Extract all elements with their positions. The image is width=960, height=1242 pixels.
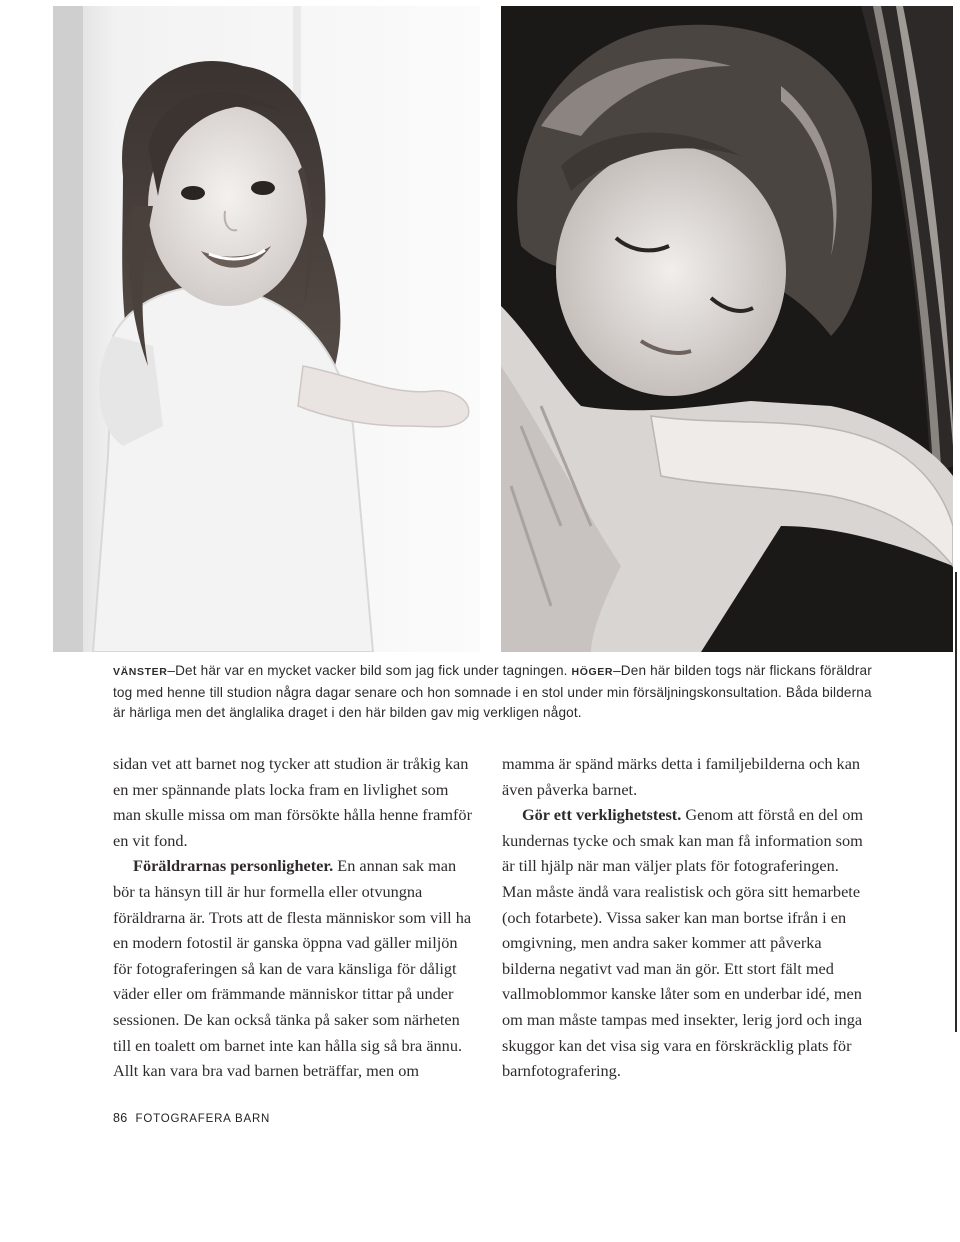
section-heading: Gör ett verklighetstest. [522, 805, 682, 825]
caption-right-label: HÖGER [571, 666, 614, 678]
paragraph [502, 802, 869, 1084]
paragraph-text: En annan sak man bör ta hänsyn till är hur formella eller otvungna föräldrarna är. Trots att de flesta människor som vill ha en modern fotostil är ganska öppna vad gäller miljön för fotograferingen så kan de vara känsliga för dåligt väder eller om främmande människor tittar på under sessionen. De kan också tänka på saker som närheten till en toalett om barnet inte kan hålla sig så bra ännu. Allt kan vara bra vad barnen beträffar, men om [113, 856, 472, 1081]
caption-right-text: –Den här bilden togs när flickans föräldrar tog med henne till studion några dagar senare och hon somnade i en stol under min försäljningskonsultation. Båda bilderna är härliga men det änglalika draget i den här bilden gav mig verkligen något. [113, 663, 872, 720]
caption-left-text: –Det här var en mycket vacker bild som jag fick under tagningen. [167, 663, 568, 678]
section-heading: Föräldrarnas personligheter. [133, 856, 334, 876]
book-title: FOTOGRAFERA BARN [135, 1113, 271, 1125]
body-column-right [502, 751, 869, 1084]
caption-left-label: VÄNSTER [113, 666, 168, 678]
page-number: 86 [113, 1111, 128, 1125]
paragraph-text: Genom att förstå en del om kundernas tycke och smak kan man få information som är till hjälp när man väljer plats för fotograferingen. Man måste ändå vara realistisk och göra sitt hemarbete (och fotarbete). Vissa saker kan man bortse ifrån i en omgivning, men andra saker kommer att påverka bilderna negativt vad man än gör. Ett stort fält med vallmoblommor kanske låter som en underbar idé, men om man måste tampas med insekter, lerig jord och inga skuggor kan det visa sig vara en förskräcklig plats för barnfotografering. [502, 805, 864, 1081]
photo-caption [113, 661, 883, 724]
page-edge-mark [955, 572, 957, 1032]
photo-smiling-girl [53, 6, 480, 652]
paragraph: sidan vet att barnet nog tycker att studion är tråkig kan en mer spännande plats locka fram en livlighet som man skulle missa om man försökte hålla henne framför en vit fond. [113, 754, 472, 850]
paragraph [113, 853, 480, 1083]
photo-sleeping-girl [501, 6, 953, 652]
page-footer [113, 1111, 270, 1125]
body-column-left [113, 751, 480, 1084]
paragraph: mamma är spänd märks detta i familjebilderna och kan även påverka barnet. [502, 754, 861, 799]
